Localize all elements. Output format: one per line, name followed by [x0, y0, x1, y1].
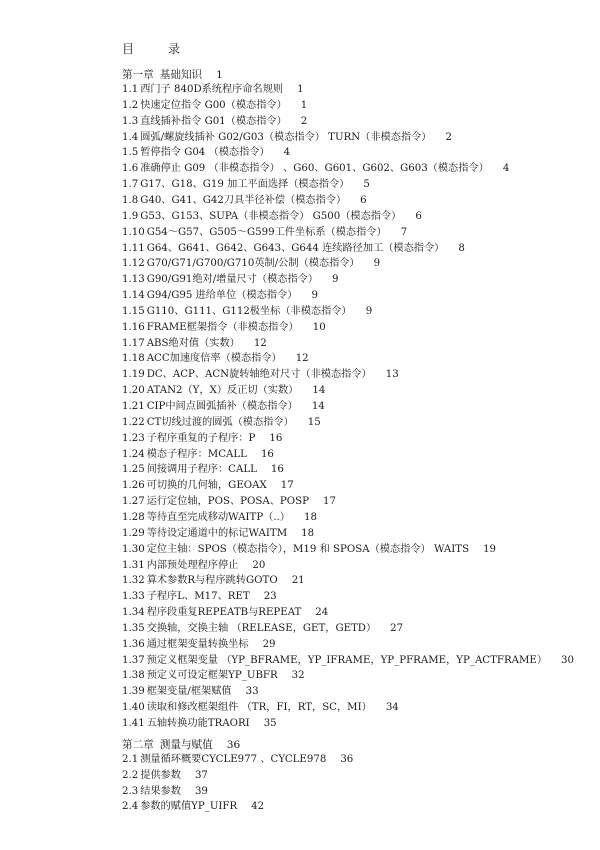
toc-entry-title: 准确停止 G09 （非模态指令） 、G60、G601、G602、G603（模态指令） [140, 163, 489, 175]
toc-entry-title: 子程序重复的子程序：P [146, 432, 256, 444]
toc-entry-page: 18 [301, 527, 315, 539]
toc-entry-title: CT切线过渡的圆弧（模态指令） [146, 416, 294, 428]
toc-entry-page: 9 [373, 258, 381, 270]
toc-entry-page: 14 [312, 385, 326, 397]
toc-entry-number: 1.15 [122, 305, 145, 317]
toc-entry-title: 基础知识 [159, 69, 203, 81]
toc-entry[interactable] [122, 384, 325, 397]
toc-entry[interactable] [122, 257, 380, 270]
toc-entry-page: 30 [561, 654, 575, 666]
toc-entry-page: 12 [295, 353, 309, 365]
toc-entry-number: 第一章 [122, 69, 154, 81]
toc-entry-number: 1.11 [122, 242, 145, 254]
toc-entry-page: 24 [315, 607, 329, 619]
toc-entry-page: 7 [400, 226, 408, 238]
toc-entry-page: 9 [311, 290, 318, 302]
toc-entry[interactable] [122, 479, 294, 492]
toc-entry-page: 1 [300, 99, 308, 111]
toc-entry-page: 34 [385, 702, 399, 714]
toc-entry[interactable] [122, 162, 509, 175]
toc-entry-number: 1.27 [122, 496, 145, 508]
toc-entry-number: 第二章 [122, 738, 154, 751]
toc-entry-title: 定位主轴：SPOS（模态指令），M19 和 SPOSA（模态指令） WAITS [146, 543, 470, 555]
toc-entry[interactable] [122, 527, 314, 540]
toc-entry-number: 1.7 [122, 179, 139, 191]
toc-entry-title: 等待直至完成移动WAITP（..） [146, 511, 291, 523]
toc-entry-title: 圆弧/螺旋线插补 G02/G03（模态指令） TURN（非模态指令） [140, 131, 432, 143]
toc-entry-title: 预定义可设定框架YP_UBFR [146, 670, 278, 682]
toc-entry[interactable] [122, 800, 264, 813]
toc-entry[interactable] [122, 146, 290, 159]
toc-entry-number: 1.33 [122, 591, 145, 603]
toc-entry-page: 2 [300, 115, 308, 127]
toc-entry-title: 子程序L、M17、RET [146, 591, 250, 603]
toc-entry-number: 1.34 [122, 607, 145, 619]
toc-title-right: 录 [168, 42, 181, 56]
toc-entry-title: 暂停指令 G04 （模态指令） [140, 147, 270, 159]
toc-entry-title: CIP中间点圆弧插补（模态指令） [146, 401, 298, 412]
toc-entry-title: 运行定位轴，POS、POSA、POSP [146, 496, 309, 508]
toc-entry-number: 1.38 [122, 670, 145, 682]
toc-entry[interactable] [122, 543, 496, 556]
toc-entry[interactable] [122, 416, 321, 429]
toc-entry-number: 1.30 [122, 543, 145, 555]
toc-entry-title: 参数的赋值YP_UIFR [140, 801, 238, 813]
toc-entry-title: 模态子程序：MCALL [146, 448, 247, 460]
toc-entry-title: 间接调用子程序：CALL [146, 464, 257, 476]
toc-entry-page: 5 [363, 179, 370, 191]
toc-entry-number: 1.10 [122, 226, 145, 238]
toc-entry-number: 1.39 [122, 686, 145, 698]
toc-entry-page: 39 [194, 785, 208, 797]
toc-entry-page: 10 [312, 321, 326, 333]
toc-entry-page: 33 [245, 686, 259, 698]
toc-entry-number: 1.41 [122, 718, 145, 729]
toc-entry-title: 通过框架变量转换坐标 [146, 638, 249, 650]
toc-entry-title: 快速定位指令 G00（模态指令） [140, 99, 287, 111]
toc-entry-number: 1.26 [122, 480, 145, 492]
toc-entry-title: G110、G111、G112极坐标（非模态指令） [146, 305, 352, 317]
toc-entry-page: 42 [251, 801, 265, 813]
toc-entry-page: 9 [332, 274, 339, 286]
toc-entry-number: 1.29 [122, 527, 145, 539]
toc-entry[interactable] [122, 289, 318, 302]
toc-entry-page: 17 [322, 496, 336, 508]
toc-entry-title: 测量与赋值 [159, 738, 213, 751]
toc-entry-title: ABS绝对值（实数） [146, 337, 240, 349]
toc-entry-title: 直线插补指令 G01（模态指令） [140, 115, 287, 127]
toc-entry-number: 1.19 [122, 369, 145, 381]
toc-entry-page: 6 [415, 210, 422, 222]
toc-entry[interactable] [122, 669, 305, 682]
toc-entry-number: 1.2 [122, 99, 139, 111]
toc-entry[interactable] [122, 400, 325, 413]
toc-entry-title: 等待设定通道中的标记WAITM [146, 527, 288, 539]
toc-entry-title: G53、G153、SUPA（非模态指令） G500（模态指令） [140, 210, 402, 222]
toc-entry-number: 1.32 [122, 575, 145, 587]
toc-entry[interactable] [122, 226, 407, 239]
toc-entry-page: 29 [262, 638, 276, 650]
toc-entry-page: 16 [270, 464, 284, 476]
toc-entry-page: 1 [216, 69, 223, 81]
toc-entry-number: 1.14 [122, 290, 145, 302]
toc-entry-title: 框架变量/框架赋值 [146, 686, 232, 698]
toc-entry[interactable] [122, 654, 574, 667]
toc-entry-page: 16 [269, 432, 283, 444]
toc-entry[interactable] [122, 210, 422, 223]
toc-entry-page: 21 [291, 575, 305, 587]
toc-entry-page: 17 [280, 480, 294, 492]
toc-entry-number: 1.40 [122, 702, 145, 714]
toc-entry[interactable] [122, 352, 309, 365]
toc-entry-page: 35 [263, 718, 277, 729]
toc-entry-title: G70/G71/G700/G710英制/公制（模态指令） [146, 258, 360, 270]
toc-entry-number: 1.4 [122, 131, 139, 143]
toc-entry-title: 预定义框架变量 （YP_BFRAME，YP_IFRAME，YP_PFRAME，YP_ACTFRAME） [146, 654, 548, 666]
toc-entry-page: 27 [390, 622, 404, 634]
toc-entry-page: 14 [311, 401, 325, 412]
toc-entry-page: 32 [291, 670, 305, 682]
toc-entry-title: G94/G95 进给单位（模态指令） [146, 290, 298, 302]
toc-entry-number: 1.16 [122, 321, 145, 333]
toc-entry[interactable] [122, 242, 465, 255]
toc-entry[interactable] [122, 638, 276, 651]
toc-entry-title: 测量循环概要CYCLE977 、CYCLE978 [140, 753, 327, 765]
toc-entry-title: 可切换的几何轴，GEOAX [146, 480, 267, 492]
toc-entry-title: ATAN2（Y，X）反正切（实数） [146, 385, 299, 397]
toc-entry-page: 36 [340, 753, 354, 765]
toc-entry-number: 1.17 [122, 337, 145, 349]
toc-entry-number: 1.37 [122, 654, 145, 666]
toc-entry-number: 1.13 [122, 274, 145, 286]
toc-entry-page: 20 [252, 559, 266, 571]
toc-entry[interactable] [122, 99, 307, 112]
toc-entry[interactable] [122, 463, 284, 476]
toc-entry-number: 1.31 [122, 559, 145, 571]
toc-entry-page: 9 [365, 305, 373, 317]
toc-entry-number: 1.22 [122, 416, 145, 428]
toc-entry-title: G40、G41、G42刀具半径补偿（模态指令） [140, 194, 347, 206]
toc-entry[interactable] [122, 337, 267, 350]
toc-entry[interactable] [122, 115, 307, 128]
toc-entry[interactable] [122, 305, 372, 318]
toc-entry-page: 13 [385, 369, 399, 381]
toc-entry-title: 交换轴，交换主轴 （RELEASE，GET，GETD） [146, 622, 377, 634]
toc-entry-number: 1.5 [122, 147, 139, 159]
toc-entry-number: 1.1 [122, 84, 139, 95]
toc-entry[interactable] [122, 194, 367, 207]
toc-entry[interactable] [122, 785, 208, 798]
toc-entry-number: 1.21 [122, 401, 145, 412]
toc-entry-page: 6 [360, 194, 367, 206]
toc-entry[interactable] [122, 368, 399, 381]
toc-entry-number: 1.3 [122, 115, 139, 127]
toc-entry-page: 1 [297, 84, 304, 95]
toc-entry-page: 36 [226, 738, 241, 751]
toc-entry-page: 37 [194, 769, 208, 781]
toc-entry[interactable] [122, 717, 277, 730]
toc-entry-title: G90/G91绝对/增量尺寸（模态指令） [146, 274, 319, 286]
toc-entry-number: 1.9 [122, 210, 139, 222]
toc-entry-number: 2.1 [122, 753, 139, 765]
toc-entry[interactable] [122, 321, 326, 334]
toc-entry-number: 1.23 [122, 432, 145, 444]
toc-entry-title: FRAME框架指令（非模态指令） [146, 321, 299, 333]
toc-entry-number: 1.20 [122, 385, 145, 397]
toc-entry-page: 16 [260, 448, 274, 460]
toc-entry-title: 五轴转换功能TRAORI [146, 718, 250, 729]
toc-entry-title: 读取和修改框架组件 （TR，FI，RT，SC，MI） [146, 702, 372, 714]
toc-entry[interactable] [122, 83, 304, 96]
toc-entry-number: 1.36 [122, 638, 145, 650]
toc-entry-number: 1.8 [122, 194, 139, 206]
toc-entry[interactable] [122, 606, 328, 619]
toc-entry-title: DC、ACP、ACN旋转轴绝对尺寸（非模态指令） [146, 369, 372, 381]
toc-entry-number: 1.25 [122, 464, 145, 476]
toc-entry-title: 提供参数 [140, 769, 181, 781]
toc-entry-number: 1.35 [122, 622, 145, 634]
toc-entry-title: 内部预处理程序停止 [146, 559, 239, 571]
toc-title-left: 目 [122, 42, 135, 56]
toc-entry-title: ACC加速度倍率（模态指令） [146, 353, 282, 365]
toc-entry-number: 1.12 [122, 258, 145, 270]
toc-entry[interactable] [122, 495, 336, 508]
toc-entry[interactable] [122, 590, 277, 603]
toc-entry[interactable] [122, 622, 403, 635]
toc-entry-page: 15 [307, 416, 321, 428]
toc-entry-page: 18 [304, 511, 318, 523]
toc-entry-title: 结果参数 [140, 785, 181, 797]
toc-entry-title: G64、G641、G642、G643、G644 连续路径加工（模态指令） [146, 242, 445, 254]
toc-entry[interactable] [122, 448, 274, 461]
toc-entry[interactable] [122, 178, 370, 191]
toc-entry[interactable] [122, 511, 317, 524]
toc-entry[interactable] [122, 273, 339, 286]
toc-entry[interactable] [122, 753, 353, 766]
toc-entry-page: 4 [502, 163, 510, 175]
toc-entry-page: 4 [283, 147, 291, 159]
toc-entry-title: 西门子 840D系统程序命名规则 [140, 84, 284, 95]
toc-entry-title: G54～G57、G505～G599工件坐标系（模态指令） [146, 226, 387, 238]
toc-chapter[interactable] [122, 69, 223, 82]
toc-entry-number: 2.4 [122, 801, 139, 813]
toc-entry-page: 8 [458, 242, 465, 254]
toc-entry-number: 1.24 [122, 448, 145, 460]
toc-entry-title: 算术参数R与程序跳转GOTO [146, 575, 278, 587]
toc-entry[interactable] [122, 769, 208, 782]
toc-entry-number: 2.3 [122, 785, 139, 797]
toc-entry-number: 1.6 [122, 163, 139, 175]
toc-entry-page: 23 [263, 591, 277, 603]
toc-entry[interactable] [122, 685, 259, 698]
toc-entry-title: 程序段重复REPEATB与REPEAT [146, 607, 302, 619]
toc-entry-number: 2.2 [122, 769, 139, 781]
toc-entry[interactable] [122, 131, 452, 144]
toc-entry-page: 12 [253, 337, 267, 349]
toc-entry[interactable] [122, 574, 305, 587]
toc-entry-title: G17、G18、G19 加工平面选择（模态指令） [140, 179, 350, 191]
toc-entry-page: 19 [483, 543, 497, 555]
toc-entry-number: 1.18 [122, 353, 145, 365]
toc-entry[interactable] [122, 559, 265, 572]
toc-entry[interactable] [122, 432, 282, 445]
toc-entry[interactable] [122, 701, 399, 714]
toc-entry-number: 1.28 [122, 511, 145, 523]
toc-chapter[interactable] [122, 739, 240, 752]
toc-entry-page: 2 [445, 131, 452, 143]
